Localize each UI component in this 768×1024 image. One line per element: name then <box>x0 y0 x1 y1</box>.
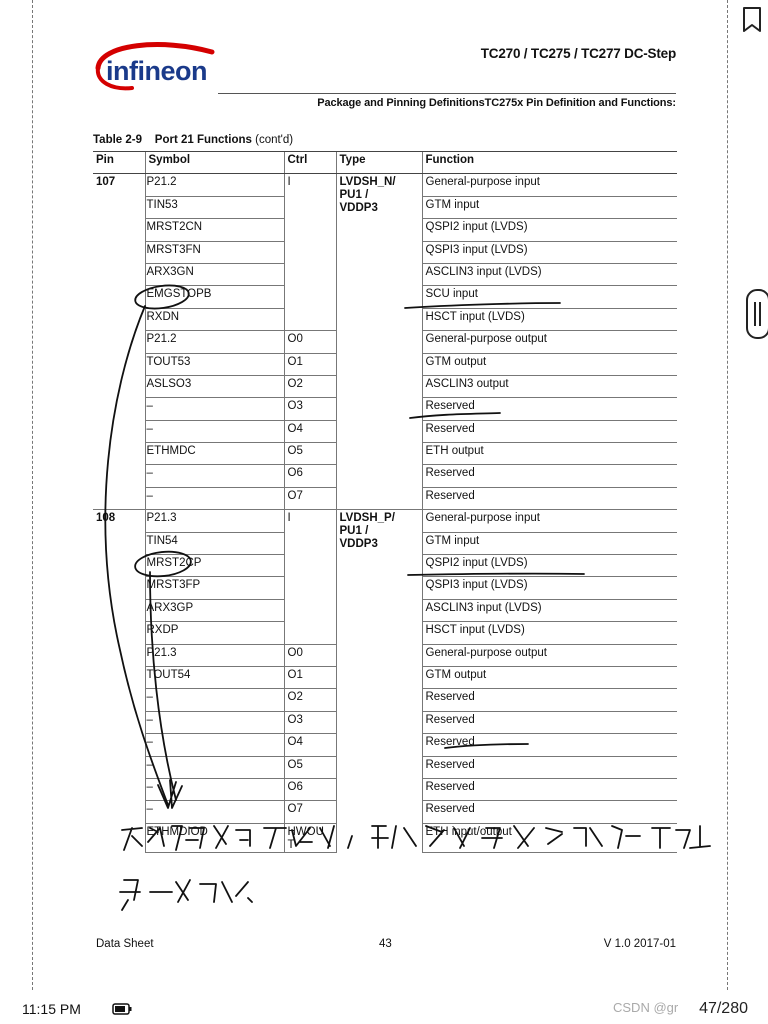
ctrl-cell <box>284 577 336 599</box>
function-cell: SCU input <box>422 286 677 308</box>
table-body <box>93 174 677 852</box>
ctrl-cell: O1 <box>284 353 336 375</box>
status-time: 11:15 PM <box>22 1001 81 1017</box>
ctrl-cell <box>284 263 336 285</box>
table-caption-suffix: (cont'd) <box>255 134 294 146</box>
symbol-cell: ASLSO3 <box>145 375 284 397</box>
function-cell: General-purpose output <box>422 331 677 353</box>
symbol-cell: MRST3FN <box>145 241 284 263</box>
function-cell: General-purpose output <box>422 644 677 666</box>
symbol-cell: ARX3GP <box>145 599 284 621</box>
type-line: PU1 / <box>339 525 369 538</box>
page-edge-right <box>727 0 728 990</box>
ctrl-cell: O7 <box>284 487 336 509</box>
function-cell: QSPI2 input (LVDS) <box>422 555 677 577</box>
table-caption-label: Table 2-9 <box>93 134 142 146</box>
ctrl-cell: O2 <box>284 375 336 397</box>
function-cell: HSCT input (LVDS) <box>422 308 677 330</box>
ctrl-cell: O0 <box>284 331 336 353</box>
section-subtitle: Package and Pinning DefinitionsTC275x Pin Definition and Functions: <box>317 97 676 109</box>
ctrl-cell: O7 <box>284 801 336 823</box>
type-line: LVDSH_P/ <box>339 512 395 525</box>
function-cell: Reserved <box>422 801 677 823</box>
symbol-cell: MRST2CN <box>145 219 284 241</box>
ctrl-cell: HWOU T <box>284 823 336 852</box>
ctrl-cell <box>284 599 336 621</box>
svg-text:infineon: infineon <box>106 56 207 86</box>
page-counter[interactable]: 47/280 <box>699 1000 748 1017</box>
function-cell: ASCLIN3 input (LVDS) <box>422 263 677 285</box>
table-row <box>93 174 677 196</box>
handwritten-note-line2-strokes <box>120 880 252 910</box>
function-cell: Reserved <box>422 689 677 711</box>
type-line: VDDP3 <box>339 202 378 215</box>
symbol-cell: MRST2CP <box>145 555 284 577</box>
function-cell: HSCT input (LVDS) <box>422 622 677 644</box>
symbol-cell: P21.3 <box>145 644 284 666</box>
ctrl-cell <box>284 196 336 218</box>
function-cell: ETH input/output <box>422 823 677 852</box>
function-cell: ETH output <box>422 443 677 465</box>
footer-doc-type: Data Sheet <box>96 938 154 950</box>
pin-number-cell: 108 <box>93 510 145 852</box>
symbol-cell: – <box>145 778 284 800</box>
symbol-cell: – <box>145 465 284 487</box>
col-header-pin: Pin <box>93 152 145 174</box>
symbol-cell: P21.2 <box>145 331 284 353</box>
port21-functions-table <box>93 151 677 853</box>
function-cell: Reserved <box>422 756 677 778</box>
symbol-cell: EMGSTOPB <box>145 286 284 308</box>
symbol-cell: P21.3 <box>145 510 284 532</box>
function-cell: General-purpose input <box>422 510 677 532</box>
csdn-watermark: CSDN @gr <box>613 1000 679 1015</box>
function-cell: GTM input <box>422 196 677 218</box>
symbol-cell: RXDP <box>145 622 284 644</box>
symbol-cell: TIN53 <box>145 196 284 218</box>
ctrl-cell <box>284 622 336 644</box>
function-cell: QSPI2 input (LVDS) <box>422 219 677 241</box>
symbol-cell: – <box>145 487 284 509</box>
table-caption-title: Port 21 Functions <box>154 134 252 146</box>
symbol-cell: TOUT54 <box>145 666 284 688</box>
function-cell: Reserved <box>422 420 677 442</box>
symbol-cell: – <box>145 711 284 733</box>
document-title: TC270 / TC275 / TC277 DC-Step <box>480 46 676 61</box>
type-line: VDDP3 <box>339 538 378 551</box>
footer-page-number: 43 <box>379 938 392 950</box>
function-cell: Reserved <box>422 711 677 733</box>
function-cell: Reserved <box>422 487 677 509</box>
pin-number-cell: 107 <box>93 174 145 510</box>
type-cell <box>336 510 422 852</box>
function-cell: Reserved <box>422 778 677 800</box>
ctrl-cell <box>284 219 336 241</box>
symbol-cell: RXDN <box>145 308 284 330</box>
function-cell: General-purpose input <box>422 174 677 196</box>
ctrl-cell: O1 <box>284 666 336 688</box>
function-cell: QSPI3 input (LVDS) <box>422 241 677 263</box>
col-header-symbol: Symbol <box>145 152 284 174</box>
function-cell: ASCLIN3 input (LVDS) <box>422 599 677 621</box>
symbol-cell: – <box>145 756 284 778</box>
function-cell: Reserved <box>422 465 677 487</box>
ctrl-cell: O5 <box>284 443 336 465</box>
function-cell: Reserved <box>422 734 677 756</box>
table-header-row <box>93 152 677 174</box>
ctrl-cell: O3 <box>284 398 336 420</box>
function-cell: Reserved <box>422 398 677 420</box>
side-panel-handle-icon[interactable] <box>745 288 768 340</box>
table-caption <box>93 134 293 146</box>
symbol-cell: – <box>145 801 284 823</box>
symbol-cell: MRST3FP <box>145 577 284 599</box>
function-cell: ASCLIN3 output <box>422 375 677 397</box>
table-row <box>93 510 677 532</box>
symbol-cell: ETHMDC <box>145 443 284 465</box>
infineon-logo <box>92 38 220 96</box>
symbol-cell: P21.2 <box>145 174 284 196</box>
ctrl-cell <box>284 555 336 577</box>
function-cell: GTM output <box>422 666 677 688</box>
ctrl-cell: I <box>284 510 336 532</box>
symbol-cell: TIN54 <box>145 532 284 554</box>
symbol-cell: – <box>145 398 284 420</box>
ctrl-cell: O6 <box>284 778 336 800</box>
function-cell: GTM output <box>422 353 677 375</box>
ctrl-cell: O4 <box>284 420 336 442</box>
ctrl-cell: O3 <box>284 711 336 733</box>
ctrl-cell <box>284 286 336 308</box>
battery-icon <box>112 1003 132 1015</box>
header-rule <box>218 93 676 94</box>
ctrl-cell: O6 <box>284 465 336 487</box>
col-header-ctrl: Ctrl <box>284 152 336 174</box>
symbol-cell: TOUT53 <box>145 353 284 375</box>
function-cell: GTM input <box>422 532 677 554</box>
footer-version: V 1.0 2017-01 <box>603 938 676 950</box>
ctrl-cell <box>284 308 336 330</box>
ctrl-cell: O5 <box>284 756 336 778</box>
function-cell: QSPI3 input (LVDS) <box>422 577 677 599</box>
ctrl-cell: O2 <box>284 689 336 711</box>
ctrl-cell <box>284 241 336 263</box>
bookmark-icon[interactable] <box>741 6 763 34</box>
symbol-cell: – <box>145 689 284 711</box>
type-line: LVDSH_N/ <box>339 176 396 189</box>
ctrl-cell: O0 <box>284 644 336 666</box>
ctrl-cell <box>284 532 336 554</box>
type-line: PU1 / <box>339 189 369 202</box>
col-header-function: Function <box>422 152 677 174</box>
ctrl-cell: O4 <box>284 734 336 756</box>
col-header-type: Type <box>336 152 422 174</box>
ctrl-cell: I <box>284 174 336 196</box>
type-cell <box>336 174 422 510</box>
page-edge-left <box>32 0 33 990</box>
symbol-cell: ARX3GN <box>145 263 284 285</box>
symbol-cell: ETHMDIOD <box>145 823 284 852</box>
symbol-cell: – <box>145 420 284 442</box>
symbol-cell: – <box>145 734 284 756</box>
